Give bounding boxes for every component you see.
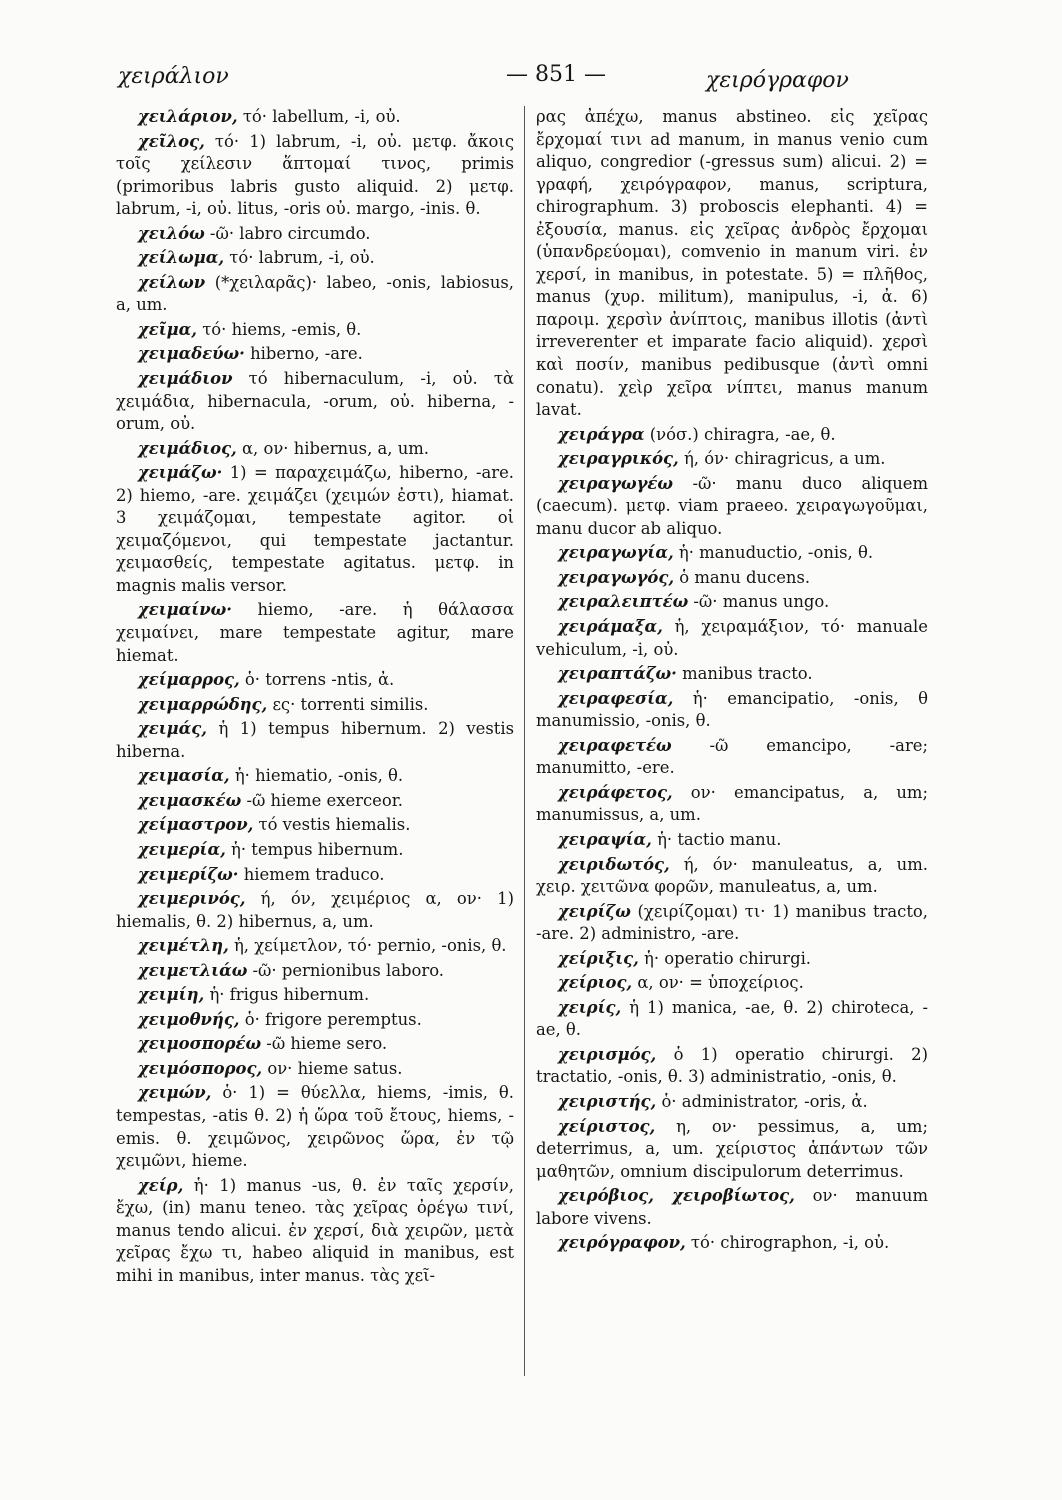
entry-definition: ον· emancipatus, a, um; manumissus, a, um. (536, 782, 928, 825)
entry-headword: χειριδωτός, (558, 854, 670, 874)
dictionary-entry (116, 669, 514, 692)
entry-headword: χεῖμα, (138, 319, 197, 339)
entry-definition: ὁ manu ducens. (674, 567, 811, 587)
entry-definition: ἡ· emancipatio, -onis, θ manumissio, -onis, θ. (536, 688, 928, 731)
entry-headword: χείριος, (558, 973, 633, 993)
dictionary-entry (116, 223, 514, 246)
entry-definition: -ῶ hieme exerceor. (241, 790, 403, 810)
entry-definition: ἡ· hiematio, -onis, θ. (229, 766, 404, 786)
dictionary-entry (116, 718, 514, 763)
entry-definition: α, ον· = ὑποχείριος. (632, 973, 804, 993)
dictionary-entry (536, 997, 928, 1042)
entry-definition: ή, όν, χειμέριος α, ον· 1) hiemalis, θ. 2) hibernus, a, um. (116, 889, 514, 931)
dictionary-entry (116, 888, 514, 933)
dictionary-entry (116, 839, 514, 862)
dictionary-entry (536, 106, 928, 422)
entry-definition: ὁ· frigore peremptus. (239, 1009, 422, 1029)
dictionary-entry (536, 1116, 928, 1184)
dictionary-entry (116, 814, 514, 837)
entry-headword: χειράμαξα, (558, 617, 663, 637)
entry-headword: χειμάς, (138, 719, 207, 739)
entry-definition: -ῶ hieme sero. (261, 1034, 388, 1054)
entry-headword: χείμαστρον, (138, 815, 254, 835)
dictionary-entry (116, 864, 514, 887)
entry-headword: χειμίη, (138, 985, 205, 1005)
entry-headword: χειραπτάζω· (558, 664, 677, 684)
entry-definition: ὁ· 1) = θύελλα, hiems, -imis, θ. tempestas, -atis θ. 2) ἡ ὥρα τοῦ ἔτους, hiems, -emis. θ. χειμῶνος, χειρῶνος ὥρα, ἐν τῷ χειμῶνι, hieme. (116, 1083, 514, 1171)
dictionary-entry (536, 542, 928, 565)
entry-headword: χειμαδεύω· (138, 344, 245, 364)
entry-headword: χειραφετέω (558, 735, 672, 755)
dictionary-entry (116, 368, 514, 436)
dictionary-entry (536, 972, 928, 995)
dictionary-entry (116, 343, 514, 366)
dictionary-entry (536, 616, 928, 661)
dictionary-entry (116, 438, 514, 461)
entry-definition: hiemo, -are. ἡ θάλασσα χειμαίνει, mare tempestate agitur, mare hiemat. (116, 600, 514, 665)
entry-headword: χειραψία, (558, 829, 652, 849)
entry-headword: χειμερία, (138, 839, 226, 859)
entry-headword: χεῖλος, (138, 131, 205, 151)
entry-headword: χειραφεσία, (558, 688, 674, 708)
entry-headword: χειμών, (138, 1083, 212, 1103)
entry-headword: χειμασία, (138, 766, 230, 786)
entry-headword: χειμερίζω· (138, 864, 239, 884)
entry-headword: χειλόω (138, 223, 205, 243)
entry-definition: manibus tracto. (676, 664, 813, 684)
entry-definition: -ῶ· pernionibus laboro. (247, 960, 445, 980)
dictionary-entry (536, 782, 928, 827)
entry-headword: χειραγρικός, (558, 449, 679, 469)
entry-headword: χειρόβιος, χειροβίωτος, (558, 1186, 795, 1206)
entry-headword: χειμασκέω (138, 790, 242, 810)
dictionary-entry (116, 984, 514, 1007)
entry-headword: χείμαρρος, (138, 670, 240, 690)
entry-headword: χειρόγραφον, (558, 1233, 686, 1253)
dictionary-entry (536, 567, 928, 590)
running-head-left: χειράλιον (118, 64, 229, 89)
entry-headword: χειριστής, (558, 1091, 657, 1111)
entry-headword: χειρισμός, (558, 1044, 657, 1064)
dictionary-entry (116, 131, 514, 221)
entry-definition: hiemem traduco. (238, 864, 385, 884)
entry-definition: ἡ 1) manica, -ae, θ. 2) chiroteca, -ae, θ. (536, 997, 928, 1040)
entry-definition: ὁ· torrens -ntis, ἀ. (239, 670, 395, 690)
dictionary-entry (536, 663, 928, 686)
dictionary-entry (536, 424, 928, 447)
dictionary-entry (116, 106, 514, 129)
entry-definition: τό· labellum, -i, οὐ. (237, 107, 401, 126)
entry-headword: χειρίζω (558, 901, 631, 921)
entry-headword: χειμετλιάω (138, 960, 248, 980)
dictionary-entry (116, 935, 514, 958)
entry-headword: χειμόσπορος, (138, 1058, 263, 1078)
dictionary-entry (116, 1009, 514, 1032)
entry-definition: ή, όν· chiragricus, a um. (678, 449, 886, 469)
dictionary-entry (116, 1082, 514, 1172)
dictionary-entry (116, 462, 514, 597)
entry-headword: χειμάδιος, (138, 438, 237, 458)
dictionary-entry (116, 1175, 514, 1288)
dictionary-entry (116, 247, 514, 270)
entry-headword: χειμοθνής, (138, 1009, 240, 1029)
entry-definition: ἡ, χείμετλον, τό· pernio, -onis, θ. (228, 936, 507, 956)
entry-definition: τό· chirographon, -i, οὐ. (685, 1233, 890, 1253)
entry-headword: χειμοσπορέω (138, 1034, 262, 1054)
dictionary-entry (116, 1033, 514, 1056)
dictionary-entry (536, 448, 928, 471)
entry-definition: ἡ· 1) manus -us, θ. ἐν ταῖς χερσίν, ἔχω, (in) manu teneo. τὰς χεῖρας ὀρέγω τινί, manus tendo alicui. ἐν χερσί, διὰ χειρῶν, μετὰ χεῖρας ἔχω τι, habeo aliquid in manibus, est mihi in manibus, inter manus. τὰς χεῖ- (116, 1175, 514, 1285)
right-column (536, 106, 928, 1257)
entry-definition: ὁ· administrator, -oris, ἀ. (656, 1091, 868, 1111)
entry-definition: ον· hieme satus. (262, 1058, 403, 1078)
entry-definition: ἡ· operatio chirurgi. (638, 948, 812, 968)
entry-definition: ἡ, χειραμάξιον, τό· manuale vehiculum, -i, οὐ. (536, 617, 928, 659)
dictionary-entry (536, 1091, 928, 1114)
dictionary-entry (116, 319, 514, 342)
entry-headword: χειμάζω· (138, 463, 223, 483)
entry-definition: ή, όν· manuleatus, a, um. χειρ. χειτῶνα φορῶν, manuleatus, a, um. (536, 854, 928, 897)
dictionary-entry (116, 1058, 514, 1081)
entry-headword: χειραγωγία, (558, 543, 674, 563)
entry-definition: τό· 1) labrum, -i, οὐ. μετφ. ἄκοις τοῖς χείλεσιν ἅπτομαί τινος, primis (primoribus labris gusto aliquid. 2) μετφ. labrum, -i, οὐ. litus, -oris οὐ. margo, -inis. θ. (116, 131, 514, 219)
entry-definition: τό vestis hiemalis. (253, 815, 411, 835)
entry-headword: χειράγρα (558, 424, 645, 444)
entry-definition: ον· manuum labore vivens. (536, 1186, 928, 1228)
entry-definition: ἡ 1) tempus hibernum. 2) vestis hiberna. (116, 719, 514, 761)
dictionary-entry (536, 1232, 928, 1255)
entry-headword: χειρίς, (558, 997, 622, 1017)
entry-headword: χειραγωγέω (558, 473, 674, 493)
entry-headword: χειμαρρώδης, (138, 694, 268, 714)
page-number: — 851 — (506, 62, 606, 87)
entry-headword: χείρ, (138, 1175, 184, 1195)
dictionary-entry (536, 1185, 928, 1230)
entry-definition: ἡ· manuductio, -onis, θ. (673, 543, 874, 563)
entry-headword: χειμέτλη, (138, 936, 229, 956)
entry-definition: ἡ· tactio manu. (651, 829, 782, 849)
entry-definition: ἡ· tempus hibernum. (225, 839, 404, 859)
entry-definition: ἡ· frigus hibernum. (204, 985, 370, 1005)
entry-definition: (*χειλαρᾶς)· labeo, -onis, labiosus, a, um. (116, 272, 514, 315)
dictionary-entry (116, 790, 514, 813)
dictionary-entry (116, 272, 514, 317)
dictionary-entry (116, 694, 514, 717)
entry-definition: 1) = παραχειμάζω, hiberno, -are. 2) hiemo, -are. χειμάζει (χειμών ἐστι), hiamat. 3 χειμάζομαι, tempestate agitor. οἱ χειμαζόμενοι, qui tempestate jactantur. χειμασθείς, tempestate agitatus. μετφ. in magnis malis versor. (116, 463, 514, 595)
entry-headword: χείριστος, (558, 1116, 656, 1136)
entry-headword: χειλάριον, (138, 107, 238, 126)
dictionary-entry (536, 901, 928, 946)
dictionary-entry (536, 591, 928, 614)
entry-definition: -ῶ emancipo, -are; manumitto, -ere. (536, 735, 928, 778)
entry-definition: ες· torrenti similis. (267, 694, 429, 714)
entry-definition: τό· hiems, -emis, θ. (197, 319, 362, 339)
entry-headword: χείλων (138, 272, 206, 292)
entry-definition: τό hibernaculum, -i, οὐ. τὰ χειμάδια, hibernacula, -orum, οὐ. hiberna, -orum, οὐ. (116, 369, 514, 434)
entry-headword: χειράφετος, (558, 782, 673, 802)
dictionary-entry (536, 1044, 928, 1089)
dictionary-entry (536, 854, 928, 899)
entry-headword: χείριξις, (558, 948, 639, 968)
entry-definition: τό· labrum, -i, οὐ. (224, 248, 375, 268)
dictionary-entry (536, 735, 928, 780)
entry-definition: η, ον· pessimus, a, um; deterrimus, a, um. χείριστος ἁπάντων τῶν μαθητῶν, omnium discipulorum deterrimus. (536, 1116, 928, 1181)
entry-definition: -ῶ· manus ungo. (688, 592, 830, 612)
entry-headword: χειραγωγός, (558, 567, 675, 587)
dictionary-entry (536, 829, 928, 852)
entry-definition: -ῶ· labro circumdo. (204, 223, 371, 243)
left-column (116, 106, 514, 1289)
entry-headword: χειμερινός, (138, 889, 246, 909)
entry-definition: α, ον· hibernus, a, um. (236, 438, 430, 458)
dictionary-entry (536, 473, 928, 541)
page-header (0, 58, 1062, 98)
entry-definition: hiberno, -are. (244, 344, 363, 364)
dictionary-entry (536, 688, 928, 733)
running-head-right: χειρόγραφον (706, 68, 849, 93)
dictionary-entry (116, 599, 514, 667)
dictionary-entry (116, 960, 514, 983)
dictionary-entry (116, 765, 514, 788)
dictionary-entry (536, 948, 928, 971)
entry-headword: χειμάδιον (138, 369, 233, 389)
entry-headword: χειμαίνω· (138, 600, 232, 620)
entry-headword: χείλωμα, (138, 248, 225, 268)
entry-definition: ρας ἀπέχω, manus abstineo. εἰς χεῖρας ἔρχομαί τινι ad manum, in manus venio cum aliquo, congredior (-gressus sum) alicui. 2) = γραφή, χειρόγραφον, manus, scriptura, chirographum. 3) proboscis elephanti. 4) = ἐξουσία, manus. εἰς χεῖρας ἀνδρὸς ἔρχομαι (ὑπανδρεύομαι), comvenio in manum viri. ἐν χερσί, in manibus, in potestate. 5) = πλῆθος, manus (χυρ. militum), manipulus, -i, ἀ. 6) παροιμ. χερσὶν ἀνίπτοις, manibus illotis (ἀντὶ irreverenter et imparate facio aliquid). χερσὶ καὶ ποσίν, manibus pedibusque (ἀντὶ omni conatu). χεὶρ χεῖρα νίπτει, manus manum lavat. (536, 107, 928, 420)
entry-headword: χειραλειπτέω (558, 592, 689, 612)
entry-definition: (νόσ.) chiragra, -ae, θ. (644, 424, 836, 444)
column-divider (524, 106, 525, 1376)
entry-definition: (χειρίζομαι) τι· 1) manibus tracto, -are. 2) administro, -are. (536, 901, 928, 944)
entry-definition: ὁ 1) operatio chirurgi. 2) tractatio, -onis, θ. 3) administratio, -onis, θ. (536, 1044, 928, 1087)
entry-definition: -ῶ· manu duco aliquem (caecum). μετφ. viam praeeo. χειραγωγοῦμαι, manu ducor ab aliquo. (536, 473, 928, 538)
